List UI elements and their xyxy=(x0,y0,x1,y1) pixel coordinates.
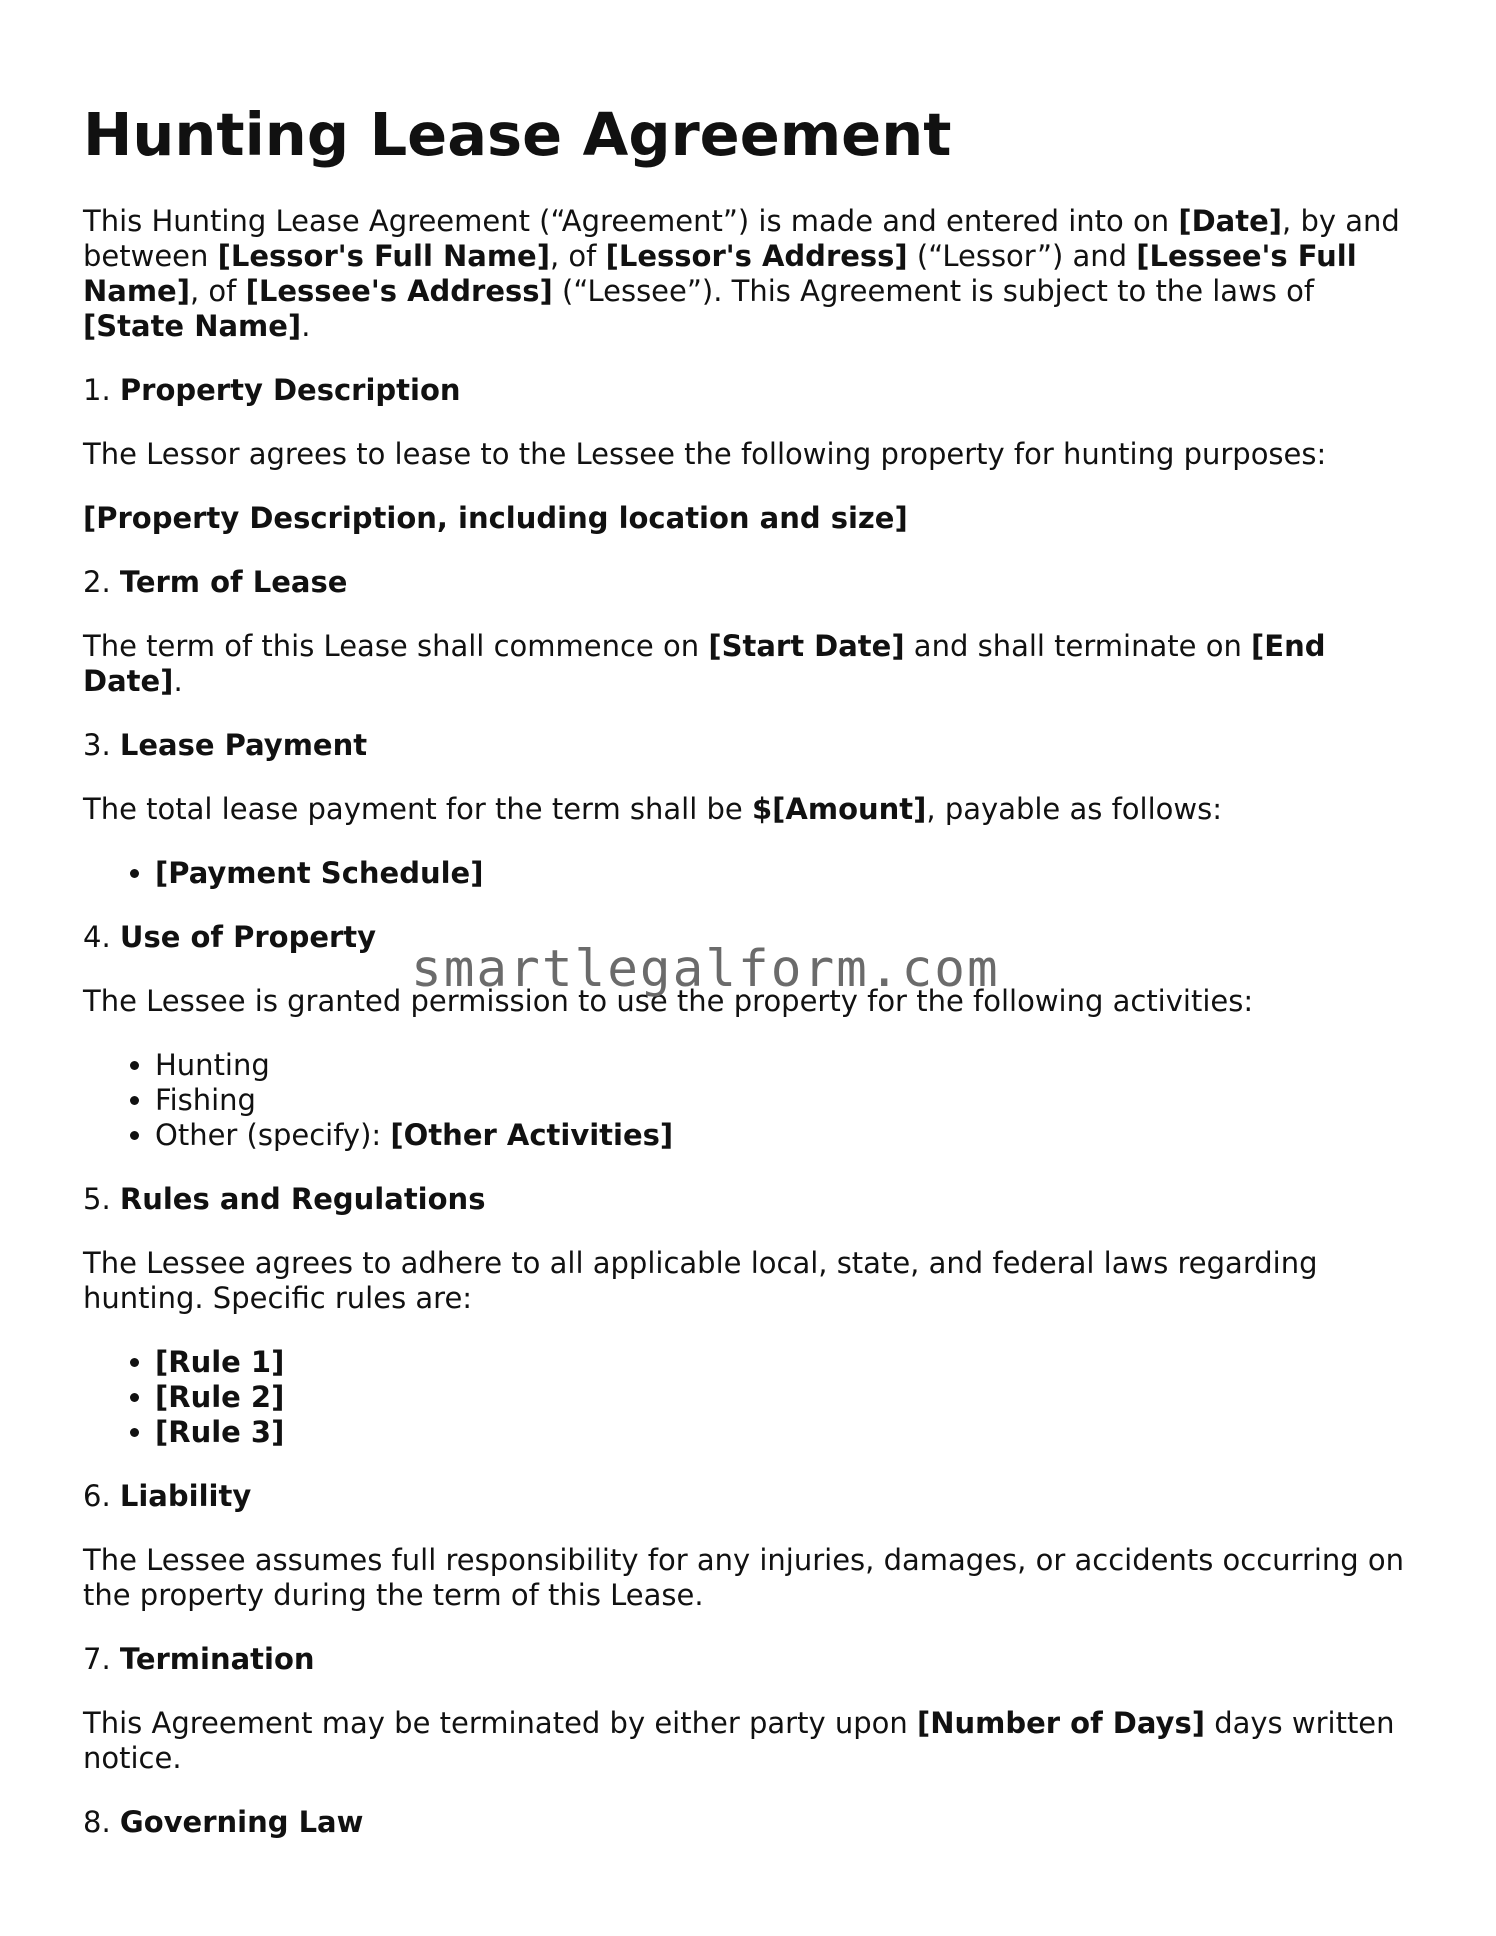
list-item: • [Rule 3] xyxy=(155,1415,1423,1450)
lessor-name-placeholder: [Lessor's Full Name] xyxy=(217,239,550,273)
lessor-address-placeholder: [Lessor's Address] xyxy=(605,239,908,273)
days-placeholder: [Number of Days] xyxy=(916,1706,1205,1740)
section-heading-termination: 7. Termination xyxy=(83,1642,315,1676)
intro-paragraph: This Hunting Lease Agreement (“Agreement”) is made and entered into on [Date], by and between [Lessor's Full Name], of [Lessor's Address] (“Lessor”) and [Lessee's Full Name], of [Lessee's Address] (“Lessee”). This Agreement is subject to the laws of [State Name]. xyxy=(83,204,1400,343)
list-item: • Hunting xyxy=(155,1048,1423,1083)
rules-text: The Lessee agrees to adhere to all applicable local, state, and federal laws regarding hunting. Specific rules are: xyxy=(83,1246,1318,1315)
section-heading-use-of-property: 4. Use of Property xyxy=(83,920,377,954)
amount-placeholder: $[Amount] xyxy=(751,792,927,826)
end-date-placeholder: [End Date] xyxy=(83,629,1326,698)
section-heading-rules-and-regulations: 5. Rules and Regulations xyxy=(83,1182,486,1216)
list-item: • Other (specify): [Other Activities] xyxy=(155,1118,1423,1153)
property-description-text: The Lessor agrees to lease to the Lessee the following property for hunting purposes: xyxy=(83,437,1327,471)
section-heading-governing-law: 8. Governing Law xyxy=(83,1805,364,1839)
activities-list xyxy=(83,1048,1423,1153)
section-heading-term-of-lease: 2. Term of Lease xyxy=(83,565,348,599)
section-heading-liability: 6. Liability xyxy=(83,1479,252,1513)
use-of-property-text: The Lessee is granted permission to use the property for the following activities: xyxy=(83,984,1254,1018)
section-heading-lease-payment: 3. Lease Payment xyxy=(83,728,368,762)
document-title: Hunting Lease Agreement xyxy=(83,100,952,169)
watermark: smartlegalform.com xyxy=(411,940,1000,999)
term-of-lease-text: The term of this Lease shall commence on [Start Date] and shall terminate on [End Date]. xyxy=(83,629,1326,698)
payment-schedule-list xyxy=(83,856,1423,891)
termination-text: This Agreement may be terminated by either party upon [Number of Days] days written notice. xyxy=(83,1706,1395,1775)
section-heading-property-description: 1. Property Description xyxy=(83,373,461,407)
list-item: • [Rule 2] xyxy=(155,1380,1423,1415)
list-item: • [Payment Schedule] xyxy=(155,856,1423,891)
property-description-placeholder: [Property Description, including location and size] xyxy=(83,501,908,535)
list-item: • [Rule 1] xyxy=(155,1345,1423,1380)
lease-payment-text: The total lease payment for the term shall be $[Amount], payable as follows: xyxy=(83,792,1223,826)
list-item: • Fishing xyxy=(155,1083,1423,1118)
date-placeholder: [Date] xyxy=(1178,204,1283,238)
lessee-name-placeholder: [Lessee's Full Name] xyxy=(83,239,1357,308)
lessee-address-placeholder: [Lessee's Address] xyxy=(245,274,553,308)
rules-list xyxy=(83,1345,1423,1450)
liability-text: The Lessee assumes full responsibility for any injuries, damages, or accidents occurring on the property during the term of this Lease. xyxy=(83,1543,1405,1612)
state-placeholder: [State Name] xyxy=(83,309,302,343)
start-date-placeholder: [Start Date] xyxy=(708,629,905,663)
